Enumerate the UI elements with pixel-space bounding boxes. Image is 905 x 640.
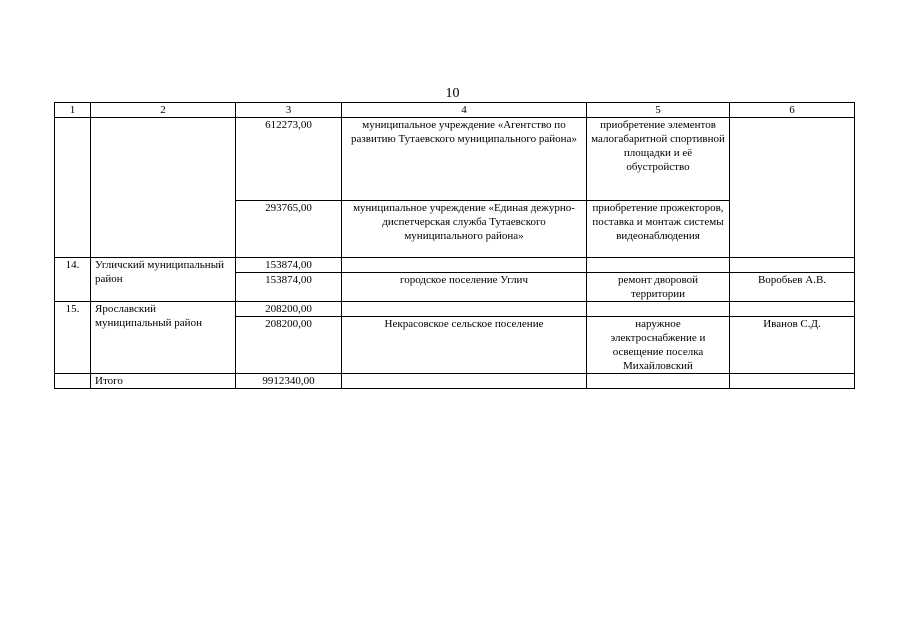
organization-cell: городское поселение Углич bbox=[342, 273, 587, 302]
row-number-cell: 15. bbox=[55, 302, 91, 374]
organization-cell bbox=[342, 302, 587, 317]
organization-cell: муниципальное учреждение «Единая дежурно-диспетчерская служба Тутаевского муниципального района» bbox=[342, 201, 587, 258]
organization-cell bbox=[342, 258, 587, 273]
responsible-cell bbox=[730, 374, 855, 389]
responsible-cell: Иванов С.Д. bbox=[730, 317, 855, 374]
grand-total-cell: 9912340,00 bbox=[236, 374, 342, 389]
column-header: 6 bbox=[730, 103, 855, 118]
amount-cell: 208200,00 bbox=[236, 317, 342, 374]
column-header: 5 bbox=[587, 103, 730, 118]
column-header: 1 bbox=[55, 103, 91, 118]
table-header-row bbox=[55, 103, 855, 118]
amount-cell: 153874,00 bbox=[236, 273, 342, 302]
purpose-cell: наружное электроснабжение и освещение поселка Михайловский bbox=[587, 317, 730, 374]
responsible-cell bbox=[730, 258, 855, 273]
row-number-cell bbox=[55, 118, 91, 258]
purpose-cell: приобретение прожекторов, поставка и монтаж системы видеонаблюдения bbox=[587, 201, 730, 258]
district-cell bbox=[91, 118, 236, 258]
column-header: 3 bbox=[236, 103, 342, 118]
page-number: 10 bbox=[445, 86, 460, 101]
purpose-cell bbox=[587, 374, 730, 389]
total-row bbox=[55, 374, 855, 389]
row-number-cell: 14. bbox=[55, 258, 91, 302]
amount-cell: 612273,00 bbox=[236, 118, 342, 201]
purpose-cell: приобретение элементов малогабаритной спортивной площадки и её обустройство bbox=[587, 118, 730, 201]
total-amount-cell: 153874,00 bbox=[236, 258, 342, 273]
district-cell: Ярославский муниципальный район bbox=[91, 302, 236, 374]
allocation-table bbox=[54, 102, 855, 389]
table-row bbox=[55, 302, 855, 317]
column-header: 2 bbox=[91, 103, 236, 118]
amount-cell: 293765,00 bbox=[236, 201, 342, 258]
purpose-cell bbox=[587, 302, 730, 317]
organization-cell bbox=[342, 374, 587, 389]
purpose-cell: ремонт дворовой территории bbox=[587, 273, 730, 302]
column-header: 4 bbox=[342, 103, 587, 118]
table-row bbox=[55, 258, 855, 273]
responsible-cell bbox=[730, 118, 855, 258]
table-row bbox=[55, 118, 855, 201]
purpose-cell bbox=[587, 258, 730, 273]
total-amount-cell: 208200,00 bbox=[236, 302, 342, 317]
total-label: Итого bbox=[91, 374, 236, 389]
organization-cell: муниципальное учреждение «Агентство по развитию Тутаевского муниципального района» bbox=[342, 118, 587, 201]
district-cell: Угличский муниципальный район bbox=[91, 258, 236, 302]
row-number-cell bbox=[55, 374, 91, 389]
organization-cell: Некрасовское сельское поселение bbox=[342, 317, 587, 374]
responsible-cell: Воробьев А.В. bbox=[730, 273, 855, 302]
responsible-cell bbox=[730, 302, 855, 317]
